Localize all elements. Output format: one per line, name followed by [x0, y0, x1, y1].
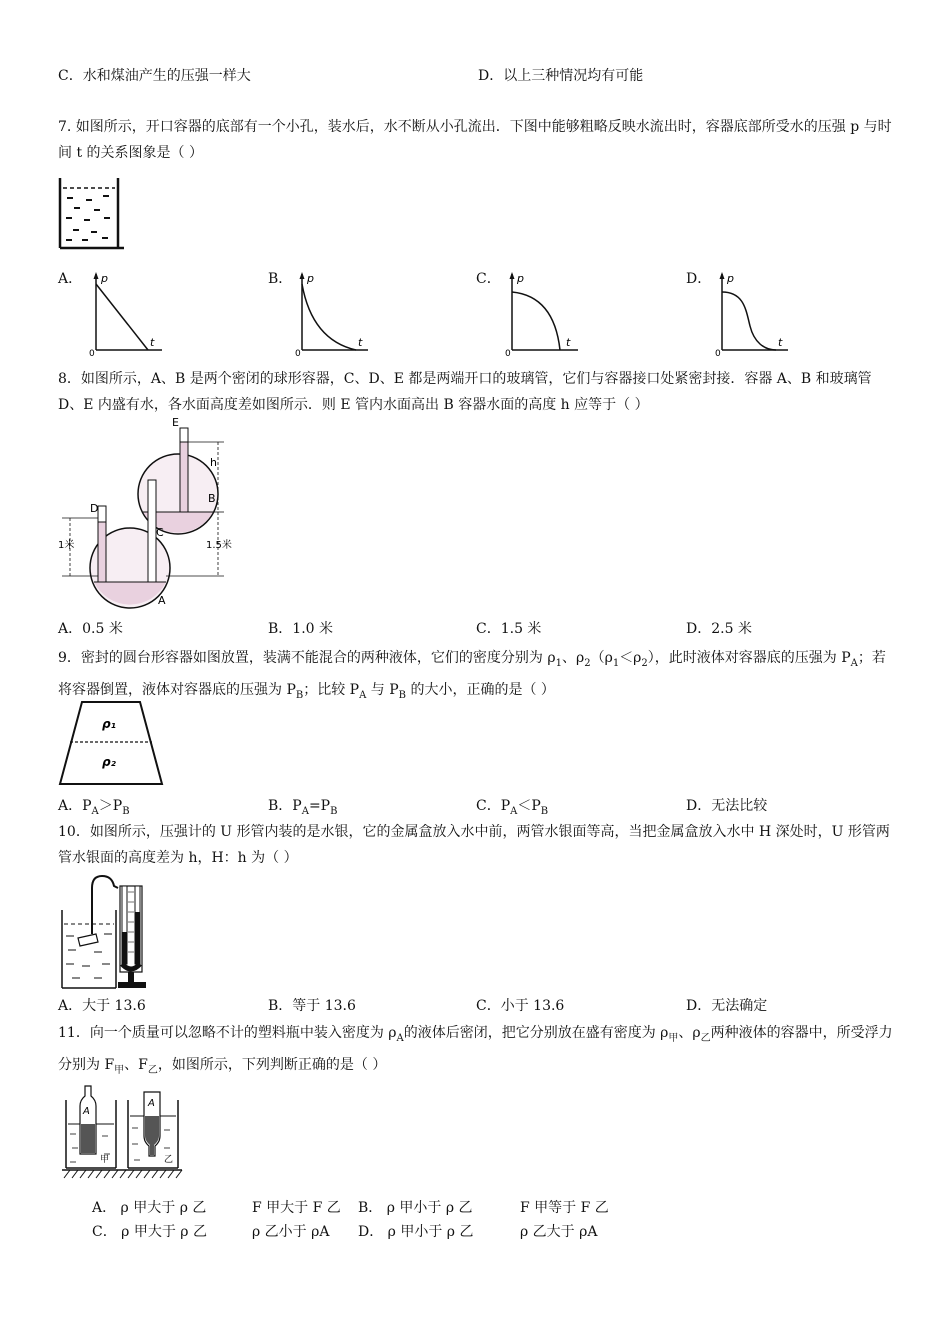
q7-graph-d-origin: 0	[715, 349, 721, 359]
q11-label-a2: A	[148, 1098, 155, 1109]
q8-label-c: C	[156, 526, 164, 539]
q10-option-a[interactable]: A．大于 13.6	[58, 998, 146, 1014]
q9-label-rho2: ρ₂	[102, 755, 116, 769]
q9-option-a[interactable]: A．$P_A>P_B$	[58, 798, 130, 817]
q7-graph-a[interactable]	[88, 270, 168, 359]
q7-option-b[interactable]: B．	[268, 271, 293, 287]
q11-option-d-second: ρ 乙大于 ρA	[520, 1224, 598, 1240]
q6-option-c[interactable]: C．水和煤油产生的压强一样大	[58, 68, 251, 84]
q9-stem: 9．密封的圆台形容器如图放置，装满不能混合的两种液体，它们的密度分别为 $\rho_1$、$\rho_2(\rho_1<\rho_2)$，此时液体对容器底的压强为 $P_A$；若将容器倒置，液体对容器底的压强为 $P_B$；比较 $P_A$ 与 $P_B$ 的大小，正确的是（ ）	[58, 650, 886, 701]
q8-option-b[interactable]: B．1.0 米	[268, 621, 334, 637]
q9-option-b[interactable]: B．$P_A=P_B$	[268, 798, 338, 817]
q7-graph-d-t-label: t	[778, 336, 783, 349]
q8-option-a[interactable]: A．0.5 米	[58, 621, 123, 637]
q8-label-d: D	[90, 502, 99, 515]
q8-label-a: A	[158, 594, 166, 607]
q10-option-d[interactable]: D．无法确定	[686, 998, 768, 1014]
q11-label-a1: A	[83, 1106, 90, 1117]
q10-option-b[interactable]: B．等于 13.6	[268, 998, 356, 1014]
q11-option-b[interactable]: B． ρ 甲小于 ρ 乙	[358, 1200, 473, 1216]
q7-graph-b-p-label: p	[307, 272, 314, 285]
q9-label-rho1: ρ₁	[102, 717, 116, 731]
q7-graph-b[interactable]	[294, 270, 374, 359]
q11-bottles-figure	[58, 1084, 184, 1184]
q7-option-a[interactable]: A．	[58, 271, 83, 287]
q9-frustum-figure	[58, 700, 164, 788]
q8-label-1-5m: 1.5米	[206, 540, 232, 551]
q7-graph-a-t-label: t	[150, 336, 155, 349]
q11-label-jia: 甲	[100, 1155, 110, 1165]
q8-stem: 8．如图所示，A、B 是两个密闭的球形容器，C、D、E 都是两端开口的玻璃管，它们与容器接口处紧密封接．容器 A、B 和玻璃管 D、E 内盛有水，各水面高度差如图所示．则 E 管内水面高出 B 容器水面的高度 h 应等于（ ）	[58, 371, 872, 413]
q7-graph-a-p-label: p	[101, 272, 108, 285]
q11-option-b-second: F 甲等于 F 乙	[520, 1200, 609, 1216]
q8-label-e: E	[172, 416, 179, 429]
q11-option-c[interactable]: C． ρ 甲大于 ρ 乙	[92, 1224, 207, 1240]
q7-graph-d[interactable]	[714, 270, 794, 359]
q7-graph-c-origin: 0	[505, 349, 511, 359]
q9-option-d[interactable]: D．无法比较	[686, 798, 768, 814]
q11-option-a-second: F 甲大于 F 乙	[252, 1200, 341, 1216]
q7-graph-b-origin: 0	[295, 349, 301, 359]
q8-label-b: B	[208, 492, 216, 505]
q11-option-c-second: ρ 乙小于 ρA	[252, 1224, 330, 1240]
q10-stem: 10．如图所示，压强计的 U 形管内装的是水银，它的金属盒放入水中前，两管水银面等高，当把金属盒放入水中 H 深处时，U 形管两管水银面的高度差为 h，H：h 为（ ）	[58, 824, 890, 866]
q8-label-h: h	[210, 456, 217, 469]
q9-option-c[interactable]: C．$P_A<P_B$	[476, 798, 549, 817]
q11-label-yi: 乙	[164, 1155, 174, 1165]
q6-option-d[interactable]: D．以上三种情况均有可能	[478, 68, 644, 84]
q7-graph-d-p-label: p	[727, 272, 734, 285]
q7-graph-c-t-label: t	[566, 336, 571, 349]
q7-graph-b-t-label: t	[358, 336, 363, 349]
q10-manometer-figure	[58, 872, 158, 992]
q8-spheres-figure	[58, 418, 236, 614]
q7-graph-a-origin: 0	[89, 349, 95, 359]
q7-graph-c[interactable]	[504, 270, 584, 359]
q11-option-a[interactable]: A． ρ 甲大于 ρ 乙	[92, 1200, 207, 1216]
q11-stem: 11．向一个质量可以忽略不计的塑料瓶中装入密度为 $\rho_A$的液体后密闭，把它分别放在盛有密度为 $\rho_甲$、$\rho_乙$两种液体的容器中，所受浮力分别为 $F_甲$、$F_乙$，如图所示，下列判断正确的是（ ）	[58, 1025, 893, 1076]
q7-container-figure	[58, 178, 126, 252]
q11-option-d[interactable]: D． ρ 甲小于 ρ 乙	[358, 1224, 474, 1240]
q7-option-c[interactable]: C．	[476, 271, 501, 287]
q8-option-c[interactable]: C．1.5 米	[476, 621, 542, 637]
q8-option-d[interactable]: D．2.5 米	[686, 621, 752, 637]
q7-stem: 7. 如图所示，开口容器的底部有一个小孔，装水后，水不断从小孔流出．下图中能够粗略反映水流出时，容器底部所受水的压强 p 与时间 t 的关系图象是（ ）	[58, 119, 892, 161]
q8-label-1m: 1米	[58, 540, 75, 551]
q7-graph-c-p-label: p	[517, 272, 524, 285]
q7-option-d[interactable]: D．	[686, 271, 712, 287]
q10-option-c[interactable]: C．小于 13.6	[476, 998, 565, 1014]
